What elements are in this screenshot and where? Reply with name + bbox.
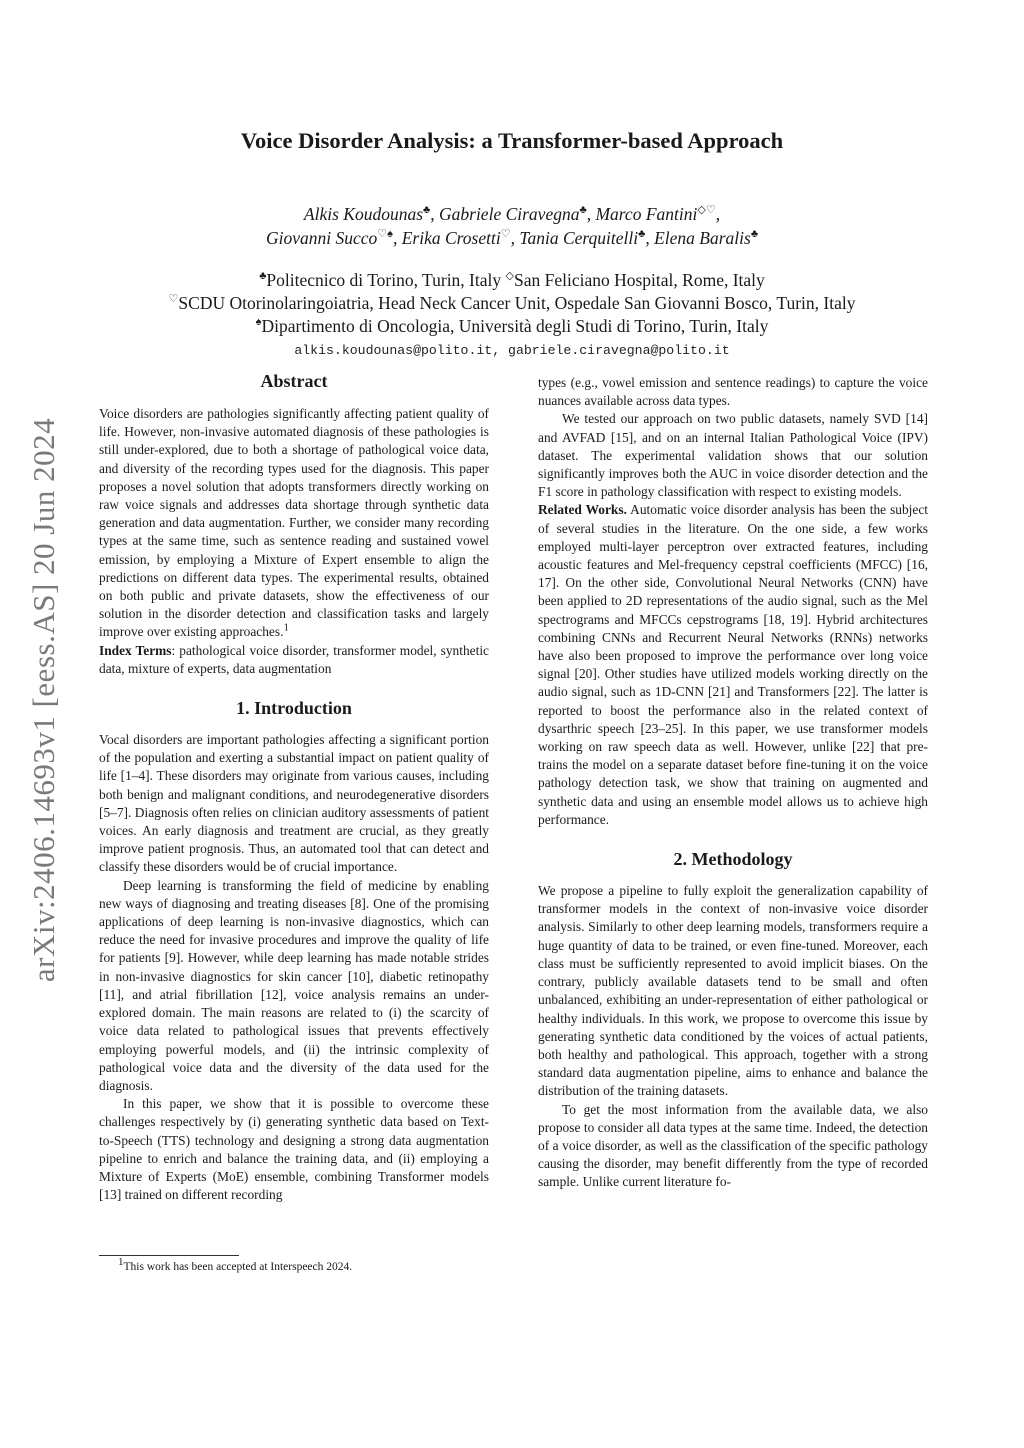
author-name: Gabriele Ciravegna — [439, 204, 580, 224]
author-name: Giovanni Succo — [265, 228, 378, 248]
author-name: Alkis Koudounas — [303, 204, 424, 224]
methodology-heading: 2. Methodology — [673, 849, 793, 870]
affiliation-mark: ◇ — [505, 270, 514, 283]
author-separator: , — [510, 228, 520, 248]
footnote-text: This work has been accepted at Interspeech 2024. — [123, 1261, 353, 1273]
author-separator: , — [392, 228, 402, 248]
author-mark: ♡ — [500, 228, 511, 241]
author-name: Elena Baralis — [654, 228, 751, 248]
affiliation-scdu: SCDU Otorinolaringoiatria, Head Neck Cancer Unit, Ospedale San Giovanni Bosco, Turin, Italy — [178, 293, 856, 313]
footnote-mark: 1 — [118, 1256, 124, 1269]
author-name: Marco Fantini — [595, 204, 698, 224]
index-terms — [99, 642, 489, 678]
author-mark: ◇♡ — [697, 204, 716, 217]
author-mark: ♣ — [423, 204, 431, 217]
author-name: Erika Crosetti — [401, 228, 501, 248]
affiliation-line-1 — [0, 269, 1024, 292]
methodology-paragraph-1: We propose a pipeline to fully exploit the generalization capability of transformer models in the context of non-invasive voice disorder analysis. Similarly to other deep learning models, transformers require a huge quantity of data to be trained, or even fine-tuned. Moreover, each class must be sufficiently represented to avoid implicit biases. On the contrary, publicly available datasets tend to be small and often unbalanced, exhibiting an under-representation of either pathological or healthy individuals. In this work, we propose to overcome this issue by generating synthetic data conditioned by the voices of actual patients, both healthy and pathological. This approach, together with a strong standard data augmentation pipeline, aims to enhance and balance the distribution of the training datasets. — [538, 883, 928, 1099]
right-column — [538, 374, 928, 1192]
left-column — [99, 368, 489, 1204]
related-works-paragraph — [538, 501, 928, 829]
author-name: Tania Cerquitelli — [519, 228, 639, 248]
methodology-paragraph-2: To get the most information from the available data, we also propose to consider all data types at the same time. Indeed, the detection of a voice disorder, as well as the classification of the specific pathology causing the disorder, may benefit differently from the type of recorded sample. Unlike current literature fo- — [538, 1101, 928, 1190]
related-works-text: Automatic voice disorder analysis has been the subject of several studies in the literature. On the one side, a few works employed multi-layer perceptron over extracted features, including acoustic features and Mel-frequency cepstral coefficients (MFCC) [16, 17]. On the other side, Convolutional Neural Networks (CNN) have been applied to 2D representations of the audio signal, such as the Mel spectrograms and MFCCs cepstrograms [18, 19]. Hybrid architectures combining CNNs and Recurrent Neural Networks (RNNs) networks have also been proposed to improve the performance over long voice signal [20]. Other studies have utilized models working directly on the audio signal, such as 1D-CNN [21] and Transformers [22]. The latter is reported to boost the performance also in the related context of dysarthric speech [23–25]. In this paper, we use transformer models working on raw speech data as well. However, unlike [22] that pre-trains the model on a separate dataset before fine-tuning it on the voice pathology detection task, we show that training on augmented and synthetic data and using an ensemble model allows us to achieve high performance. — [538, 502, 929, 827]
introduction-heading: 1. Introduction — [236, 698, 352, 719]
author-list — [0, 202, 1024, 250]
intro-datasets-paragraph: We tested our approach on two public datasets, namely SVD [14] and AVFAD [15], and on an internal Italian Pathological Voice (IPV) dataset. The experimental validation shows that our solution significantly improves both the AUC in voice disorder detection and the F1 score in pathology classification with respect to existing models. — [538, 411, 928, 500]
affiliation-line-3 — [0, 315, 1024, 338]
abstract-heading: Abstract — [260, 371, 328, 391]
affiliation-san-feliciano: San Feliciano Hospital, Rome, Italy — [513, 270, 765, 290]
author-separator: , — [645, 228, 655, 248]
affiliation-mark: ♡ — [168, 293, 179, 306]
author-emails: alkis.koudounas@polito.it, gabriele.ciravegna@polito.it — [294, 343, 730, 358]
affiliation-line-2 — [0, 292, 1024, 315]
author-separator: , — [715, 204, 721, 224]
intro-paragraph-3: In this paper, we show that it is possible to overcome these challenges respectively by (i) generating synthetic data based on Text-to-Speech (TTS) technology and designing a strong data augmentation pipeline to enrich and balance the training data, and (ii) employing a Mixture of Experts (MoE) ensemble, combining Transformer models [13] trained on different recording — [99, 1096, 489, 1203]
author-line-1 — [0, 202, 1024, 226]
abstract-body: Voice disorders are pathologies significantly affecting patient quality of life. However, non-invasive automated diagnosis of these pathologies is still under-explored, due to both a shortage of pathological voice data, and diversity of the recording types used for the diagnosis. This paper proposes a novel solution that adopts transformers directly working on raw voice signals and addresses data shortage through synthetic data generation and data augmentation. Further, we consider many recording types at the same time, such as sentence reading and sustained vowel emission, by employing a Mixture of Expert ensemble to align the predictions on different data types. The experimental results, obtained on both public and private datasets, show the effectiveness of our solution in the disorder detection and classification tasks and largely improve over existing approaches. — [99, 406, 489, 640]
author-separator: , — [430, 204, 439, 224]
affiliation-mark: ♣ — [259, 270, 267, 283]
affiliation-mark: ♠ — [255, 316, 262, 329]
index-terms-label: Index Terms — [99, 642, 172, 658]
author-mark: ♣ — [579, 204, 587, 217]
footnote-ref: 1 — [283, 621, 289, 634]
author-mark: ♡♠ — [377, 228, 393, 241]
intro-paragraph-1: Vocal disorders are important pathologies affecting a significant portion of the population and exerting a substantial impact on patient quality of life [1–4]. These disorders may originate from various causes, including both benign and malignant conditions, and neurodegenerative disorders [5–7]. Diagnosis often relies on clinician auditory assessments of patient voices. An early diagnosis and treatment are crucial, as they greatly improve patient prognosis. Thus, an automated tool that can detect and classify these disorders would be of crucial importance. — [99, 732, 489, 875]
author-separator: , — [586, 204, 596, 224]
author-line-2 — [0, 226, 1024, 250]
index-terms-list: : pathological voice disorder, transformer model, synthetic data, mixture of experts, data augmentation — [99, 642, 490, 676]
intro-paragraph-2: Deep learning is transforming the field of medicine by enabling new ways of diagnosing and treating diseases [8]. One of the promising applications of deep learning is non-invasive diagnostics, which can reduce the need for invasive procedures and improve the quality of life for patients [9]. However, while deep learning has made notable strides in non-invasive diagnostics for skin cancer [10], diabetic retinopathy [11], and atrial fibrillation [12], voice analysis remains an under-explored domain. The main reasons are related to (i) the scarcity of voice data related to pathological issues that prevents effectively employing powerful models, and (ii) the intrinsic complexity of pathological voice data and the diversity of the data used for the diagnosis. — [99, 877, 489, 1093]
author-mark: ♣ — [750, 228, 759, 241]
author-mark: ♣ — [638, 228, 646, 241]
footnote — [118, 1256, 353, 1273]
abstract-text — [99, 405, 489, 642]
affiliation-polito: Politecnico di Torino, Turin, Italy — [266, 270, 506, 290]
intro-continuation: types (e.g., vowel emission and sentence readings) to capture the voice nuances available across data types. — [538, 375, 928, 409]
arxiv-identifier: arXiv:2406.14693v1 [eess.AS] 20 Jun 2024 — [26, 417, 61, 983]
affiliations — [0, 269, 1024, 338]
paper-title: Voice Disorder Analysis: a Transformer-based Approach — [240, 128, 784, 153]
affiliation-unito: Dipartimento di Oncologia, Università degli Studi di Torino, Turin, Italy — [261, 316, 769, 336]
related-works-label: Related Works. — [538, 502, 627, 518]
